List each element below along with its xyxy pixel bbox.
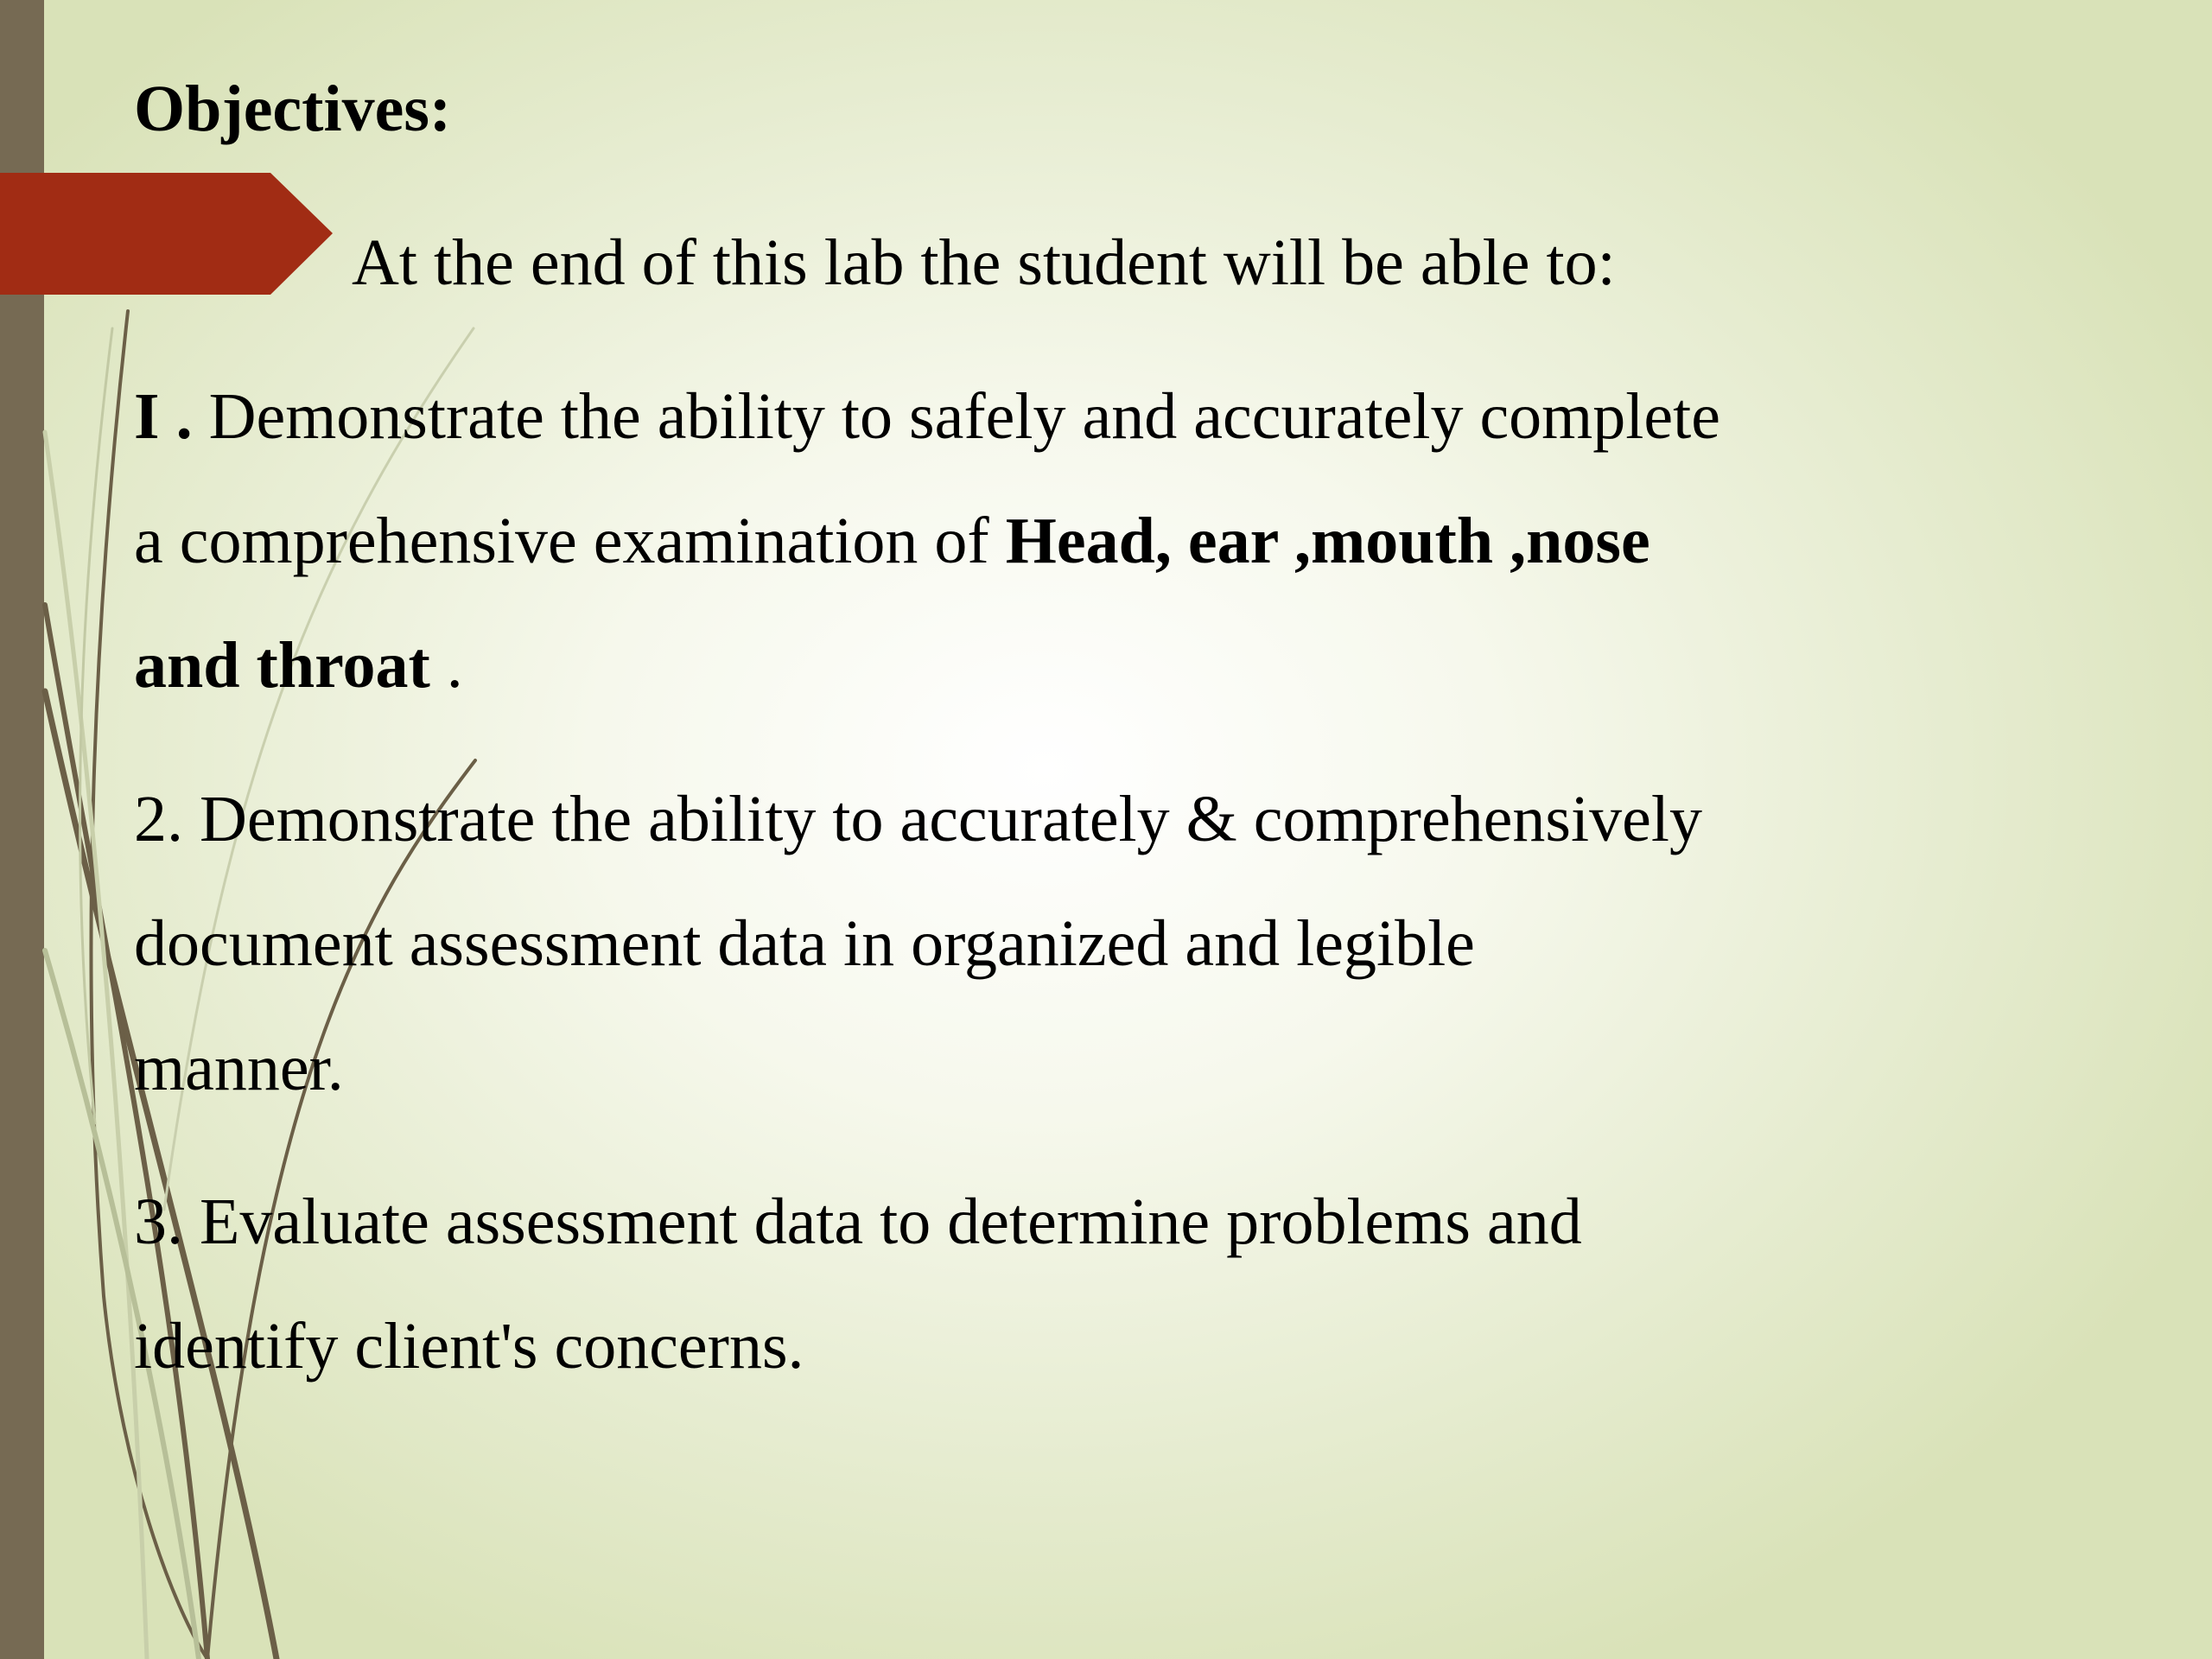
objective-1-emphasis: and throat — [134, 629, 430, 702]
objective-1-marker: I . — [134, 380, 193, 453]
intro-text: At the end of this lab the student will be able to: — [352, 226, 1616, 299]
objective-1-line-2 — [134, 499, 1650, 582]
objective-1-line-3 — [134, 624, 463, 707]
objective-1-text: . — [429, 629, 463, 702]
objective-2-line-3: manner. — [134, 1032, 344, 1104]
objective-1-text: a comprehensive examination of — [134, 505, 1006, 577]
objective-1-text: Demonstrate the ability to safely and accurately complete — [192, 380, 1720, 453]
objective-3-line-1: 3. Evaluate assessment data to determine problems and — [134, 1185, 1582, 1258]
objective-2-line-2: document assessment data in organized and legible — [134, 907, 1475, 980]
objective-1-emphasis: Head, ear ,mouth ,nose — [1005, 505, 1650, 577]
objective-1-line-1 — [134, 375, 1720, 458]
objective-3-line-2: identify client's concerns. — [134, 1310, 804, 1382]
slide-heading: Objectives: — [134, 73, 452, 145]
objective-2-line-1: 2. Demonstrate the ability to accurately & comprehensively — [134, 783, 1702, 855]
